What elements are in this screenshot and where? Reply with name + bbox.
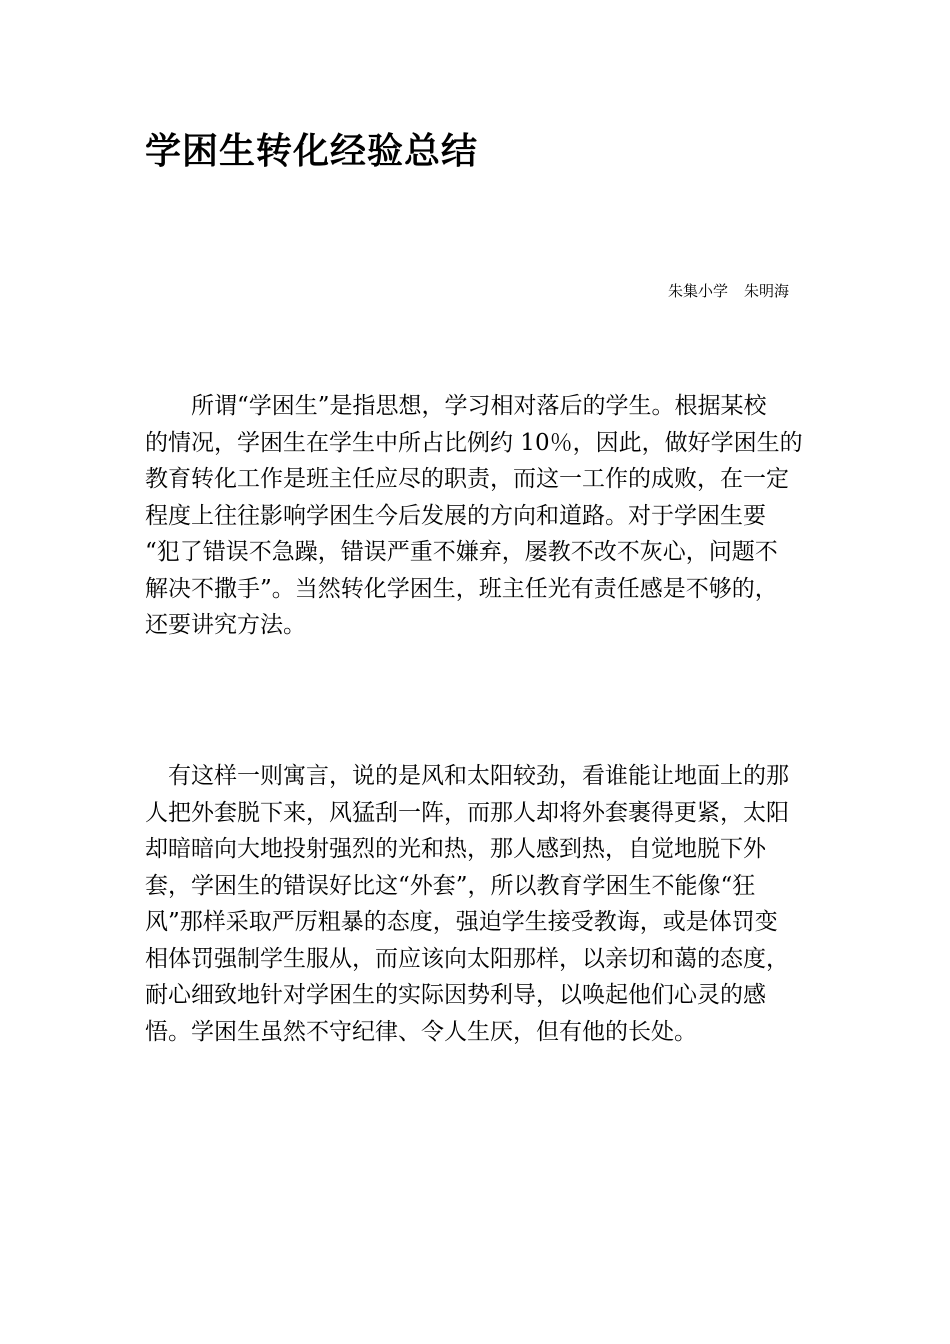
school-name: 朱集小学 (668, 282, 729, 300)
document-title: 学困生转化经验总结 (145, 131, 479, 172)
paragraph-line: 有这样一则寓言，说的是风和太阳较劲，看谁能让地面上的那 (145, 763, 789, 789)
paragraph-line: 套，学困生的错误好比这“外套”，所以教育学困生不能像“狂 (145, 872, 756, 899)
author-name: 朱明海 (744, 282, 790, 300)
paragraph-line: 人把外套脱下来，风猛刮一阵，而那人却将外套裹得更紧，太阳 (145, 799, 789, 826)
paragraph-line: 所谓“学困生”是指思想，学习相对落后的学生。根据某校 (145, 393, 767, 419)
paragraph-line: 解决不撒手”。当然转化学困生，班主任光有责任感是不够的， (145, 575, 778, 602)
paragraph-line: 耐心细致地针对学困生的实际因势利导，以唤起他们心灵的感 (145, 982, 766, 1008)
paragraph-line: 教育转化工作是班主任应尽的职责，而这一工作的成败，在一定 (145, 466, 789, 492)
paragraph-line: 相体罚强制学生服从，而应该向太阳那样，以亲切和蔼的态度， (145, 945, 789, 972)
paragraph-line: “犯了错误不急躁，错误严重不嫌弃，屡教不改不灰心，问题不 (145, 539, 778, 565)
author-byline (668, 280, 789, 302)
paragraph-line: 还要讲究方法。 (145, 612, 306, 638)
paragraph-line: 的情况，学困生在学生中所占比例约 10％，因此，做好学困生的 (145, 429, 803, 456)
paragraph-1 (145, 388, 855, 644)
paragraph-line: 悟。学困生虽然不守纪律、令人生厌，但有他的长处。 (145, 1018, 697, 1045)
paragraph-line: 却暗暗向大地投射强烈的光和热，那人感到热，自觉地脱下外 (145, 836, 766, 862)
paragraph-2 (145, 758, 855, 1050)
paragraph-line: 风”那样采取严厉粗暴的态度，强迫学生接受教诲，或是体罚变 (145, 909, 778, 935)
paragraph-line: 程度上往往影响学困生今后发展的方向和道路。对于学困生要 (145, 502, 766, 529)
